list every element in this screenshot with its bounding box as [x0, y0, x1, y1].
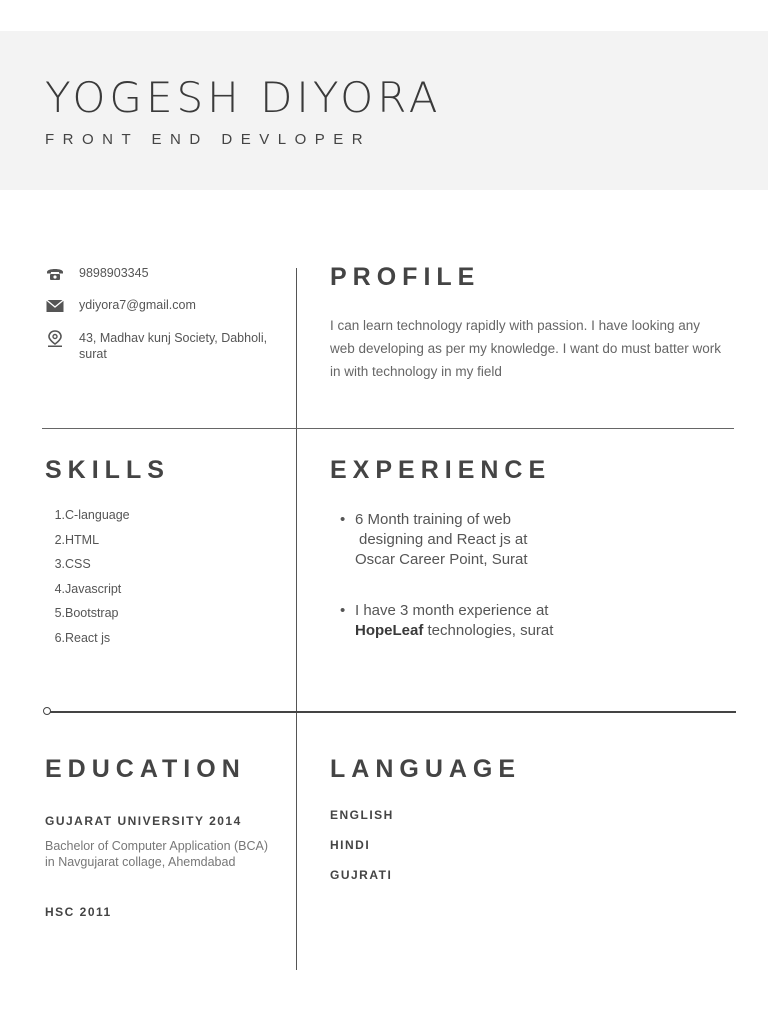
- experience-line: [355, 621, 580, 641]
- education-school: GUJARAT UNIVERSITY 2014: [45, 814, 242, 828]
- skill-item: [45, 582, 130, 607]
- skill-label: Javascript: [65, 581, 122, 596]
- language-heading: LANGUAGE: [330, 755, 522, 783]
- experience-heading: EXPERIENCE: [330, 456, 552, 484]
- profile-text: I can learn technology rapidly with passion. I have looking any web developing as per my knowledge. I want do must batter work in with technology in my field: [330, 318, 721, 379]
- job-title: FRONT END DEVLOPER: [45, 131, 372, 148]
- resume-name: YOGESH DIYORA: [45, 73, 442, 122]
- language-item: GUJRATI: [330, 868, 393, 882]
- experience-item: [340, 510, 580, 570]
- skill-item: [45, 557, 130, 582]
- skill-number: 1.: [54, 508, 65, 522]
- experience-line: I have 3 month experience at: [355, 602, 549, 619]
- education-description: Bachelor of Computer Application (BCA) in Navgujarat collage, Ahemdabad: [45, 839, 269, 869]
- experience-line-rest: technologies, surat: [423, 622, 554, 639]
- skill-label: C-language: [65, 508, 130, 522]
- skill-item: [45, 533, 130, 558]
- skill-label: Bootstrap: [65, 606, 119, 621]
- language-item: HINDI: [330, 838, 371, 852]
- contact-email: [45, 297, 279, 315]
- skill-item: [45, 631, 130, 656]
- skill-label: HTML: [65, 532, 100, 547]
- phone-icon: [45, 265, 65, 283]
- horizontal-divider-bottom: [50, 711, 736, 713]
- skills-list: [45, 508, 130, 656]
- education-heading: EDUCATION: [45, 755, 246, 783]
- contact-phone: [45, 265, 279, 283]
- vertical-divider: [296, 268, 297, 970]
- bullet: •: [340, 511, 346, 528]
- company-name: HopeLeaf: [355, 622, 424, 639]
- skill-number: 3.: [54, 557, 65, 572]
- skill-number: 5.: [54, 606, 65, 621]
- email-address: ydiyora7@gmail.com: [79, 298, 196, 312]
- horizontal-divider-top: [42, 428, 734, 429]
- skill-label: React js: [65, 630, 111, 645]
- skill-number: 2.: [54, 532, 65, 547]
- location-icon: [45, 330, 65, 348]
- skills-heading: SKILLS: [45, 456, 170, 484]
- experience-item: [340, 601, 580, 641]
- skill-label: CSS: [65, 557, 91, 572]
- experience-line: designing and React js at: [359, 531, 528, 548]
- contact-address: [45, 330, 279, 362]
- divider-dot: [43, 707, 51, 715]
- experience-line: Oscar Career Point, Surat: [355, 551, 528, 568]
- language-item: ENGLISH: [330, 808, 394, 822]
- phone-number: 9898903345: [79, 266, 149, 280]
- experience-line: 6 Month training of web: [355, 511, 511, 528]
- bullet: •: [340, 602, 346, 619]
- skill-item: [45, 606, 130, 631]
- skill-item: [45, 508, 130, 533]
- profile-heading: PROFILE: [330, 263, 481, 291]
- mail-icon: [45, 297, 65, 315]
- skill-number: 6.: [54, 630, 65, 645]
- skill-number: 4.: [54, 581, 65, 596]
- home-address: 43, Madhav kunj Society, Dabholi, surat: [79, 331, 268, 361]
- education-hsc: HSC 2011: [45, 905, 112, 919]
